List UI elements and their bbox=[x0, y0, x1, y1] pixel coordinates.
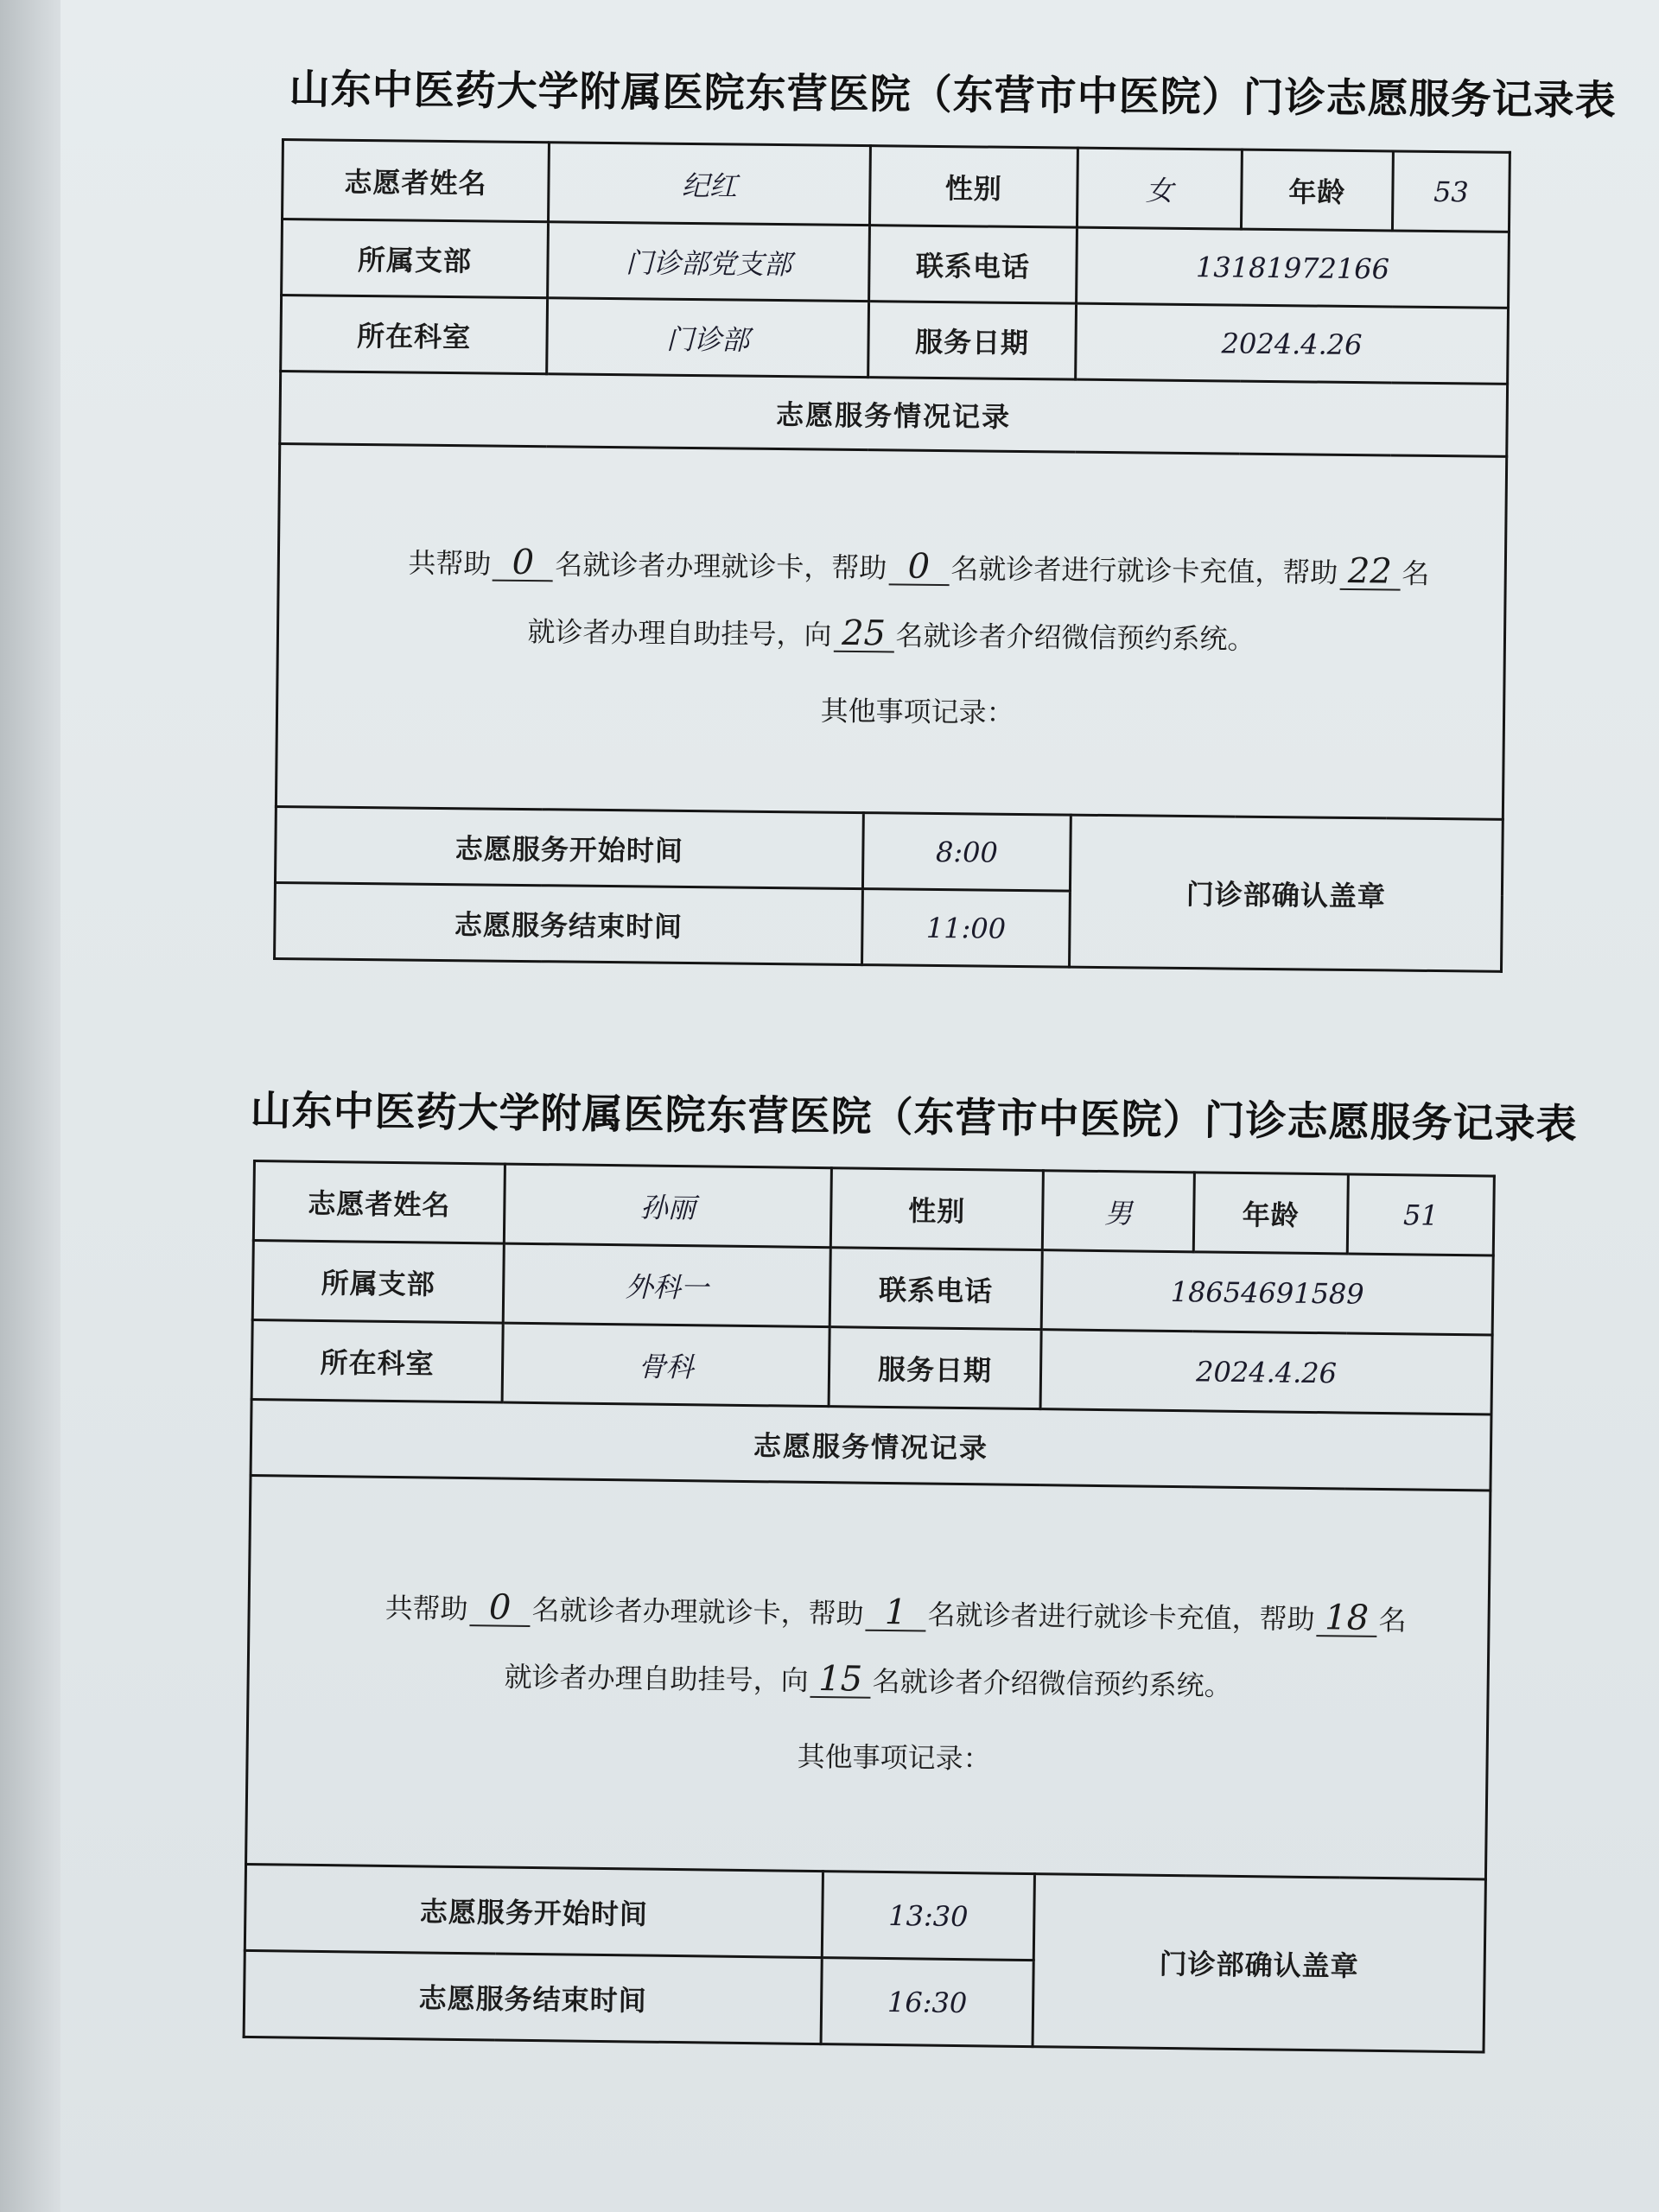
section-heading: 志愿服务情况记录 bbox=[280, 372, 1508, 457]
service-record-body bbox=[276, 443, 1506, 819]
card-count-field[interactable]: 0 bbox=[469, 1590, 531, 1627]
name-value[interactable]: 孙丽 bbox=[504, 1164, 831, 1248]
start-time-value[interactable]: 13:30 bbox=[822, 1872, 1034, 1961]
wechat-count-field[interactable]: 15 bbox=[810, 1661, 871, 1698]
department-value[interactable]: 门诊部 bbox=[547, 298, 869, 378]
name-value[interactable]: 纪红 bbox=[549, 143, 871, 226]
branch-value[interactable]: 外科一 bbox=[503, 1243, 830, 1327]
department-value[interactable]: 骨科 bbox=[502, 1323, 830, 1407]
end-time-label: 志愿服务结束时间 bbox=[244, 1950, 822, 2044]
end-time-label: 志愿服务结束时间 bbox=[275, 882, 863, 964]
start-time-label: 志愿服务开始时间 bbox=[275, 806, 863, 888]
record-line-1: 共帮助 0 名就诊者办理就诊卡，帮助 0 名就诊者进行就诊卡充值，帮助 22 名 bbox=[408, 542, 1430, 591]
other-notes-label: 其他事项记录： bbox=[797, 1739, 991, 1775]
volunteer-record-form bbox=[243, 1160, 1496, 2053]
recharge-count-field[interactable]: 0 bbox=[888, 549, 949, 586]
age-label: 年龄 bbox=[1193, 1173, 1348, 1254]
end-time-value[interactable]: 11:00 bbox=[862, 889, 1071, 968]
recharge-count-field[interactable]: 1 bbox=[865, 1594, 926, 1631]
service-date-value[interactable]: 2024.4.26 bbox=[1076, 303, 1509, 384]
stamp-area: 门诊部确认盖章 bbox=[1033, 1874, 1485, 2052]
branch-label: 所属支部 bbox=[252, 1241, 504, 1324]
service-date-label: 服务日期 bbox=[829, 1327, 1041, 1409]
service-date-label: 服务日期 bbox=[868, 302, 1077, 380]
record-line-2: 就诊者办理自助挂号，向 25 名就诊者介绍微信预约系统。 bbox=[527, 613, 1255, 656]
department-label: 所在科室 bbox=[251, 1320, 503, 1403]
form-title: 山东中医药大学附属医院东营医院（东营市中医院）门诊志愿服务记录表 bbox=[250, 1086, 1578, 1149]
section-heading: 志愿服务情况记录 bbox=[251, 1399, 1491, 1491]
end-time-value[interactable]: 16:30 bbox=[821, 1958, 1033, 2047]
name-label: 志愿者姓名 bbox=[253, 1161, 505, 1244]
phone-label: 联系电话 bbox=[869, 226, 1077, 304]
service-record-body bbox=[246, 1475, 1491, 1878]
volunteer-record-form bbox=[273, 138, 1511, 973]
gender-value[interactable]: 男 bbox=[1042, 1171, 1194, 1252]
start-time-label: 志愿服务开始时间 bbox=[245, 1864, 823, 1957]
age-value[interactable]: 53 bbox=[1392, 151, 1510, 232]
phone-value[interactable]: 13181972166 bbox=[1077, 227, 1510, 308]
age-value[interactable]: 51 bbox=[1347, 1174, 1494, 1255]
other-notes-label: 其他事项记录： bbox=[820, 694, 1014, 729]
gender-label: 性别 bbox=[869, 146, 1077, 228]
department-label: 所在科室 bbox=[281, 296, 548, 374]
card-count-field[interactable]: 0 bbox=[493, 544, 553, 582]
name-label: 志愿者姓名 bbox=[283, 140, 550, 222]
branch-value[interactable]: 门诊部党支部 bbox=[548, 222, 870, 302]
gender-label: 性别 bbox=[830, 1168, 1043, 1250]
gender-value[interactable]: 女 bbox=[1077, 148, 1242, 229]
wechat-count-field[interactable]: 25 bbox=[833, 615, 893, 652]
service-date-value[interactable]: 2024.4.26 bbox=[1040, 1330, 1492, 1414]
stamp-area: 门诊部确认盖章 bbox=[1070, 815, 1503, 971]
registration-count-field[interactable]: 22 bbox=[1339, 553, 1400, 590]
phone-label: 联系电话 bbox=[830, 1248, 1042, 1330]
record-line-2: 就诊者办理自助挂号，向 15 名就诊者介绍微信预约系统。 bbox=[504, 1658, 1232, 1702]
registration-count-field[interactable]: 18 bbox=[1316, 1600, 1377, 1637]
branch-label: 所属支部 bbox=[282, 219, 549, 298]
record-line-1: 共帮助 0 名就诊者办理就诊卡，帮助 1 名就诊者进行就诊卡充值，帮助 18 名 bbox=[385, 1586, 1407, 1638]
phone-value[interactable]: 18654691589 bbox=[1041, 1250, 1493, 1335]
start-time-value[interactable]: 8:00 bbox=[862, 813, 1071, 892]
age-label: 年龄 bbox=[1241, 149, 1393, 231]
form-title: 山东中医药大学附属医院东营医院（东营市中医院）门诊志愿服务记录表 bbox=[289, 65, 1617, 125]
